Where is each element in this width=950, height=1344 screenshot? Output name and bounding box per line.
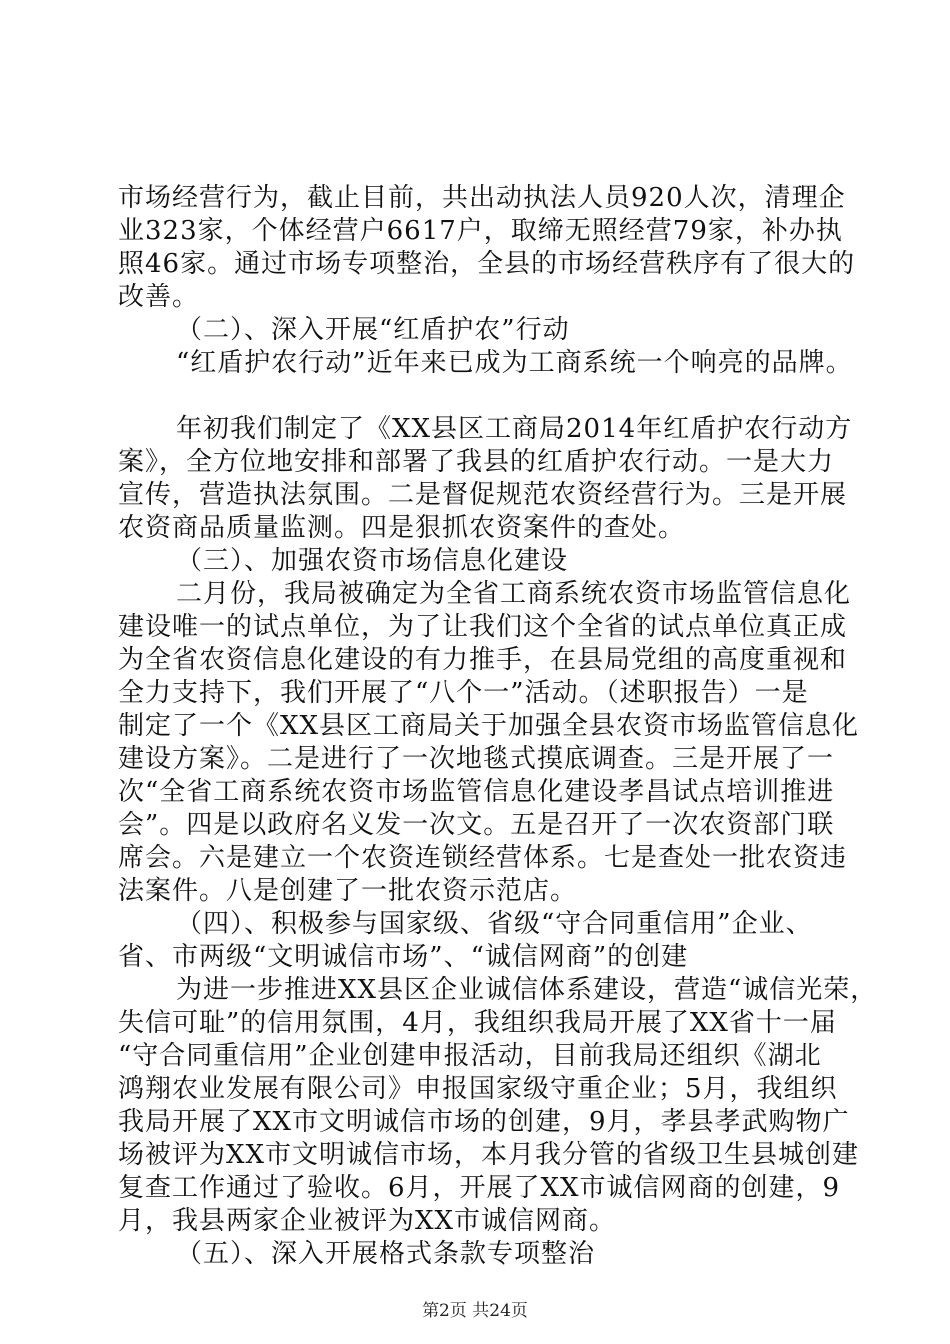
text-line: 市场经营行为，截止目前，共出动执法人员920人次，清理企 <box>118 183 846 213</box>
text-line: 鸿翔农业发展有限公司》申报国家级守重企业；5月，我组织 <box>118 1074 838 1104</box>
text-line: 次“全省工商系统农资市场监管信息化建设孝昌试点培训推进 <box>118 777 835 807</box>
text-line: 建设唯一的试点单位，为了让我们这个全省的试点单位真正成 <box>118 612 848 642</box>
text-line: 宣传，营造执法氛围。二是督促规范农资经营行为。三是开展 <box>118 480 848 510</box>
section-heading: 省、市两级“文明诚信市场”、“诚信网商”的创建 <box>118 942 689 972</box>
text-line: 席会。六是建立一个农资连锁经营体系。七是查处一批农资违 <box>118 843 848 873</box>
text-line: 全力支持下，我们开展了“八个一”活动。（述职报告）一是 <box>118 678 809 708</box>
text-line: 制定了一个《XX县区工商局关于加强全县农资市场监管信息化 <box>118 711 860 741</box>
text-line: 改善。 <box>118 282 200 312</box>
text-line: 月，我县两家企业被评为XX市诚信网商。 <box>118 1206 617 1236</box>
text-line: 年初我们制定了《XX县区工商局2014年红盾护农行动方 <box>176 414 853 444</box>
text-line: 二月份，我局被确定为全省工商系统农资市场监管信息化 <box>176 579 852 609</box>
text-line: 场被评为XX市文明诚信市场，本月我分管的省级卫生县城创建 <box>118 1140 860 1170</box>
section-heading: （五）、深入开展格式条款专项整治 <box>176 1239 596 1269</box>
section-heading: （三）、加强农资市场信息化建设 <box>176 546 569 576</box>
text-line: 农资商品质量监测。四是狠抓农资案件的查处。 <box>118 513 686 543</box>
text-line: 照46家。通过市场专项整治，全县的市场经营秩序有了很大的 <box>118 249 856 279</box>
text-line: “红盾护农行动”近年来已成为工商系统一个响亮的品牌。 <box>176 348 853 378</box>
text-line: 法案件。八是创建了一批农资示范店。 <box>118 876 578 906</box>
text-line: 会”。四是以政府名义发一次文。五是召开了一次农资部门联 <box>118 810 835 840</box>
text-line: 我局开展了XX市文明诚信市场的创建，9月，孝县孝武购物广 <box>118 1107 850 1137</box>
text-line: 为进一步推进XX县区企业诚信体系建设，营造“诚信光荣， <box>176 975 878 1005</box>
text-line: 失信可耻”的信用氛围，4月，我组织我局开展了XX省十一届 <box>118 1008 837 1038</box>
text-line: “守合同重信用”企业创建申报活动，目前我局还组织《湖北 <box>118 1041 822 1071</box>
section-heading: （四）、积极参与国家级、省级“守合同重信用”企业、 <box>176 909 813 939</box>
text-line: 建设方案》。二是进行了一次地毯式摸底调查。三是开展了一 <box>118 744 835 774</box>
text-line: 业323家，个体经营户6617户，取缔无照经营79家，补办执 <box>118 216 843 246</box>
text-line: 复查工作通过了验收。6月，开展了XX市诚信网商的创建，9 <box>118 1173 841 1203</box>
text-line: 案》，全方位地安排和部署了我县的红盾护农行动。一是大力 <box>118 447 835 477</box>
section-heading: （二）、深入开展“红盾护农”行动 <box>176 315 570 345</box>
text-line: 为全省农资信息化建设的有力推手，在县局党组的高度重视和 <box>118 645 848 675</box>
page-number: 第2页 共24页 <box>422 1301 528 1321</box>
